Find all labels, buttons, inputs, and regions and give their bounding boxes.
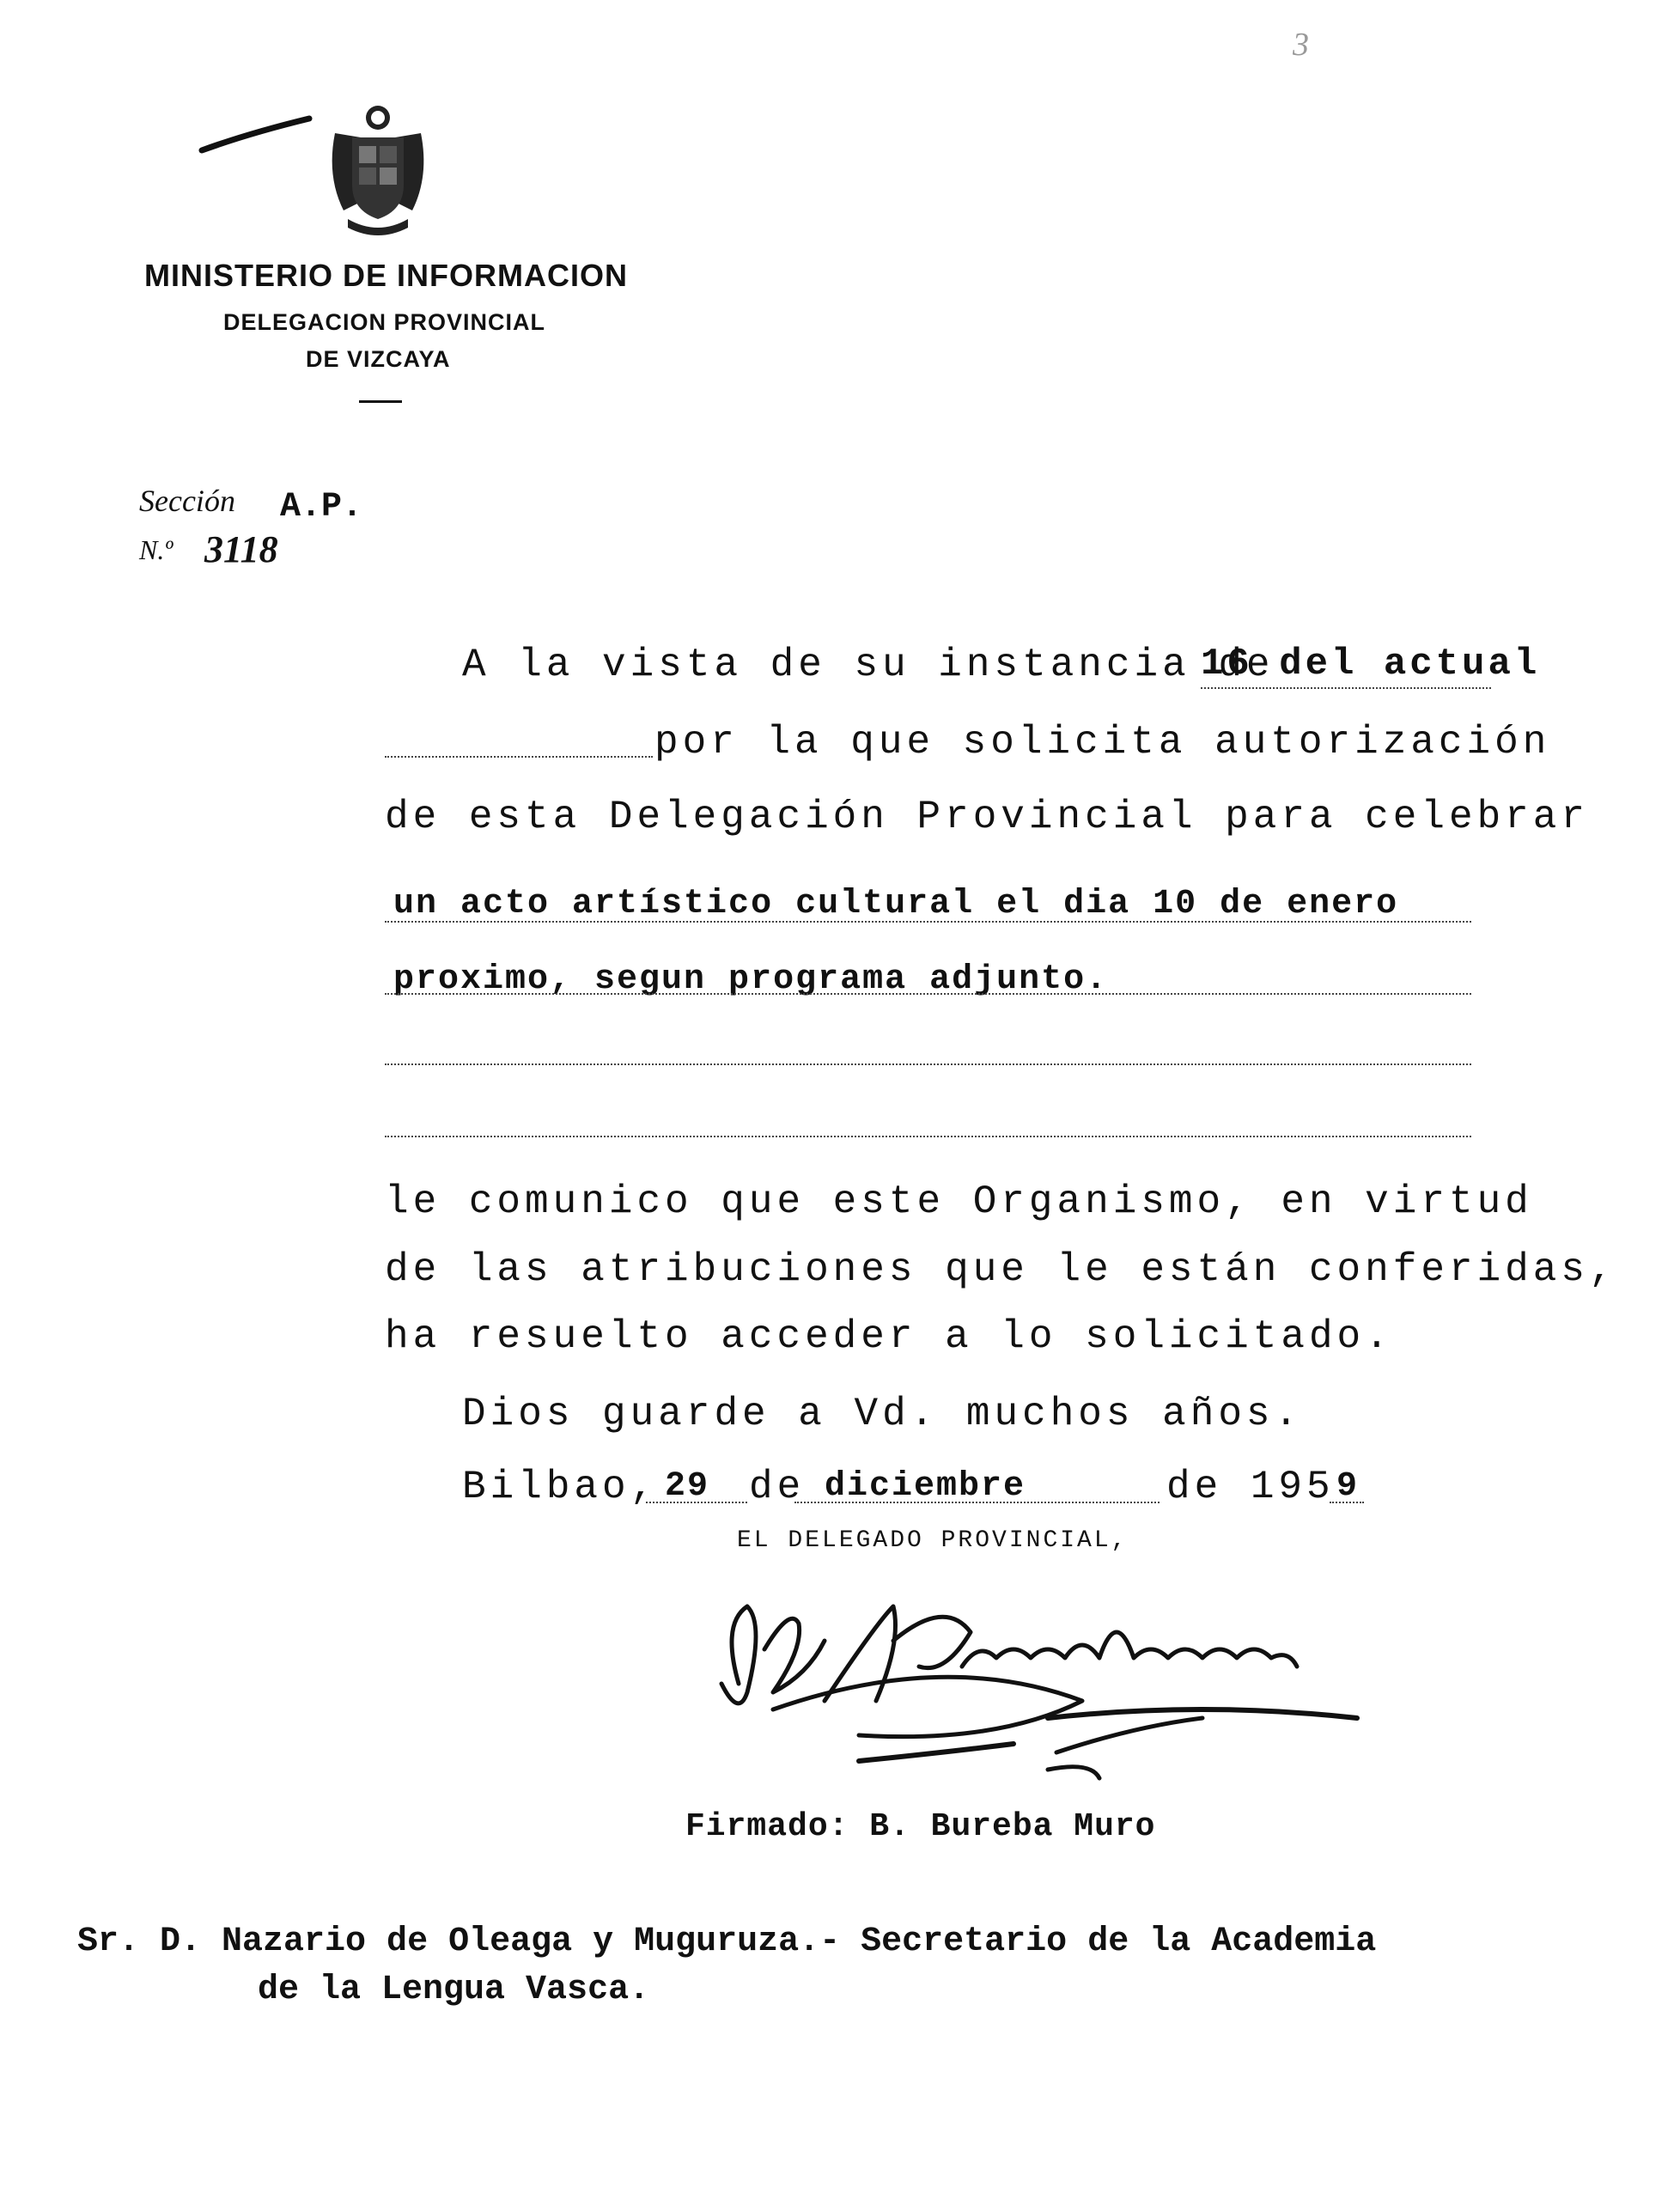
date-month: diciembre (825, 1467, 1026, 1506)
body-line-6: le comunico que este Organismo, en virtud (385, 1179, 1533, 1224)
signed-by-line: Firmado: B. Bureba Muro (685, 1808, 1156, 1845)
date-city: Bilbao, (462, 1465, 659, 1509)
fill-line-4 (385, 921, 1471, 923)
instance-date-fill: 16 del actual (1201, 643, 1541, 686)
section-value: A.P. (280, 488, 363, 527)
request-description-fill-2: proximo, segun programa adjunto. (393, 960, 1109, 999)
date-day: 29 (665, 1467, 710, 1506)
closing-formula: Dios guarde a Vd. muchos años. (462, 1392, 1303, 1436)
date-year-digit: 9 (1336, 1467, 1360, 1506)
coat-of-arms-emblem (326, 99, 429, 236)
fill-line-6 (385, 1063, 1471, 1065)
body-line-2: por la que solicita autorización (654, 720, 1551, 765)
pen-stroke-mark (198, 112, 318, 155)
body-line-7: de las atribuciones que le están conferidas, (385, 1247, 1617, 1292)
fill-line-2 (385, 756, 653, 758)
date-de-1: de (749, 1465, 806, 1509)
page-number: 3 (1293, 27, 1309, 63)
addressee-line-2: de la Lengua Vasca. (258, 1971, 650, 2009)
fill-line-5 (385, 993, 1471, 995)
body-line-8: ha resuelto acceder a lo solicitado. (385, 1314, 1393, 1359)
body-line-3: de esta Delegación Provincial para celebrar (385, 795, 1589, 839)
request-description-fill: un acto artístico cultural el dia 10 de enero (393, 885, 1399, 923)
delegate-title: EL DELEGADO PROVINCIAL, (737, 1527, 1129, 1554)
number-label: N.º (139, 534, 173, 565)
delegation-line-2: DE VIZCAYA (306, 346, 451, 372)
ministry-heading: MINISTERIO DE INFORMACION (144, 258, 628, 293)
date-month-line (794, 1502, 1160, 1503)
number-value: 3118 (204, 528, 278, 570)
addressee-line-1: Sr. D. Nazario de Oleaga y Muguruza.- Secretario de la Academia (77, 1923, 1377, 1961)
delegation-line-1: DELEGACION PROVINCIAL (223, 309, 546, 335)
date-de-2: de 195 (1166, 1465, 1335, 1509)
section-label: Sección (139, 484, 235, 518)
letterhead-divider (359, 400, 402, 403)
handwritten-signature (687, 1572, 1391, 1787)
fill-line-1 (1201, 687, 1491, 689)
date-year-line (1330, 1502, 1364, 1503)
fill-line-7 (385, 1136, 1471, 1137)
body-line-1: A la vista de su instancia de (462, 643, 1275, 687)
date-day-line (646, 1502, 747, 1503)
